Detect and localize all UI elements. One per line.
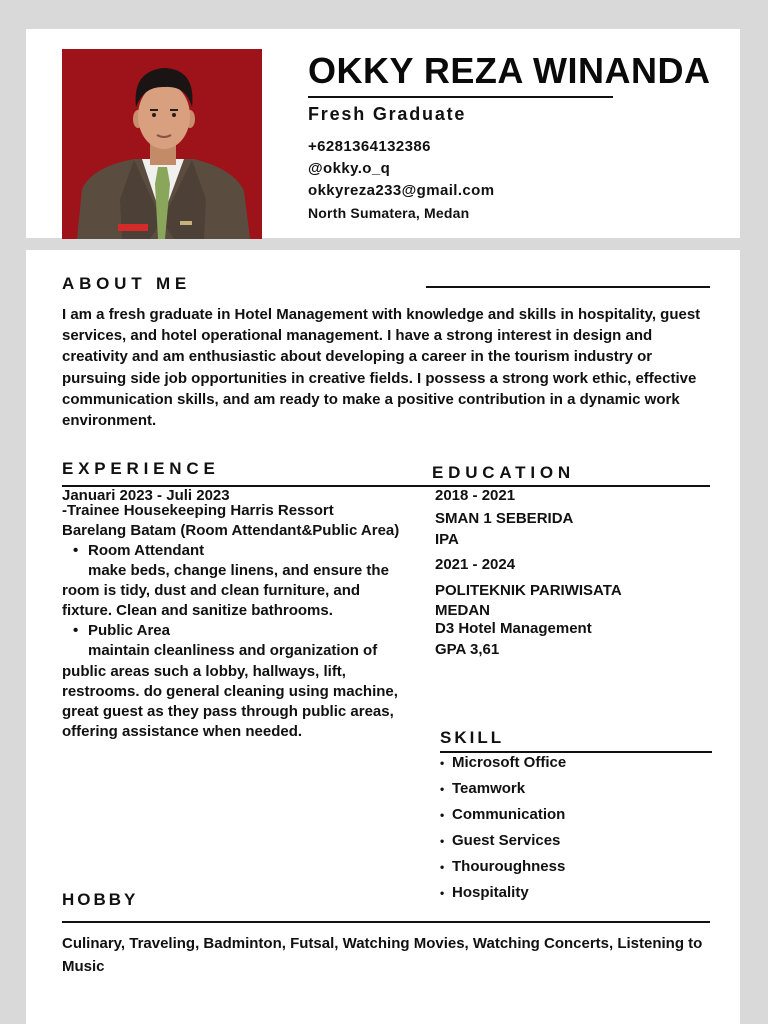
skill-item: • Communication <box>440 802 710 828</box>
experience-duties-list <box>62 541 414 742</box>
experience-heading: EXPERIENCE <box>62 459 220 478</box>
location: North Sumatera, Medan <box>308 205 470 221</box>
education-period: 2021 - 2024 <box>435 556 516 573</box>
education-school: POLITEKNIK PARIWISATA MEDAN <box>435 582 622 619</box>
skill-list <box>440 750 710 906</box>
name-divider <box>308 96 613 98</box>
skill-item: • Guest Services <box>440 828 710 854</box>
duty-title: • Public Area <box>62 621 414 641</box>
education-heading: EDUCATION <box>432 463 575 482</box>
skill-item: • Hospitality <box>440 880 710 906</box>
education-period: 2018 - 2021 <box>435 487 516 504</box>
experience-company: Barelang Batam (Room Attendant&Public Area) <box>62 522 400 539</box>
instagram-handle: @okky.o_q <box>308 160 391 177</box>
candidate-name: OKKY REZA WINANDA <box>308 50 711 91</box>
education-gpa: GPA 3,61 <box>435 641 500 658</box>
experience-period: Januari 2023 - Juli 2023 <box>62 487 230 504</box>
about-paragraph: I am a fresh graduate in Hotel Management with knowledge and skills in hospitality, guest services, and hotel operational management. I have a strong interest in design and creativity and am enthusiastic about developing a career in the tourism industry or pursuing side job opportunities in creative fields. I possess a strong work ethic, effective communication skills, and am ready to make a positive contribution in a dynamic work environment. <box>62 306 701 430</box>
person-portrait-icon <box>62 49 262 239</box>
duty-description: maintain cleanliness and organization of public areas such a lobby, hallways, lift, restrooms. do general cleaning using machine, great guest as they pass through public areas, offering assistance when needed. <box>62 642 398 740</box>
duty-title: • Room Attendant <box>62 541 414 561</box>
skill-item: • Teamwork <box>440 776 710 802</box>
skill-item: • Thouroughness <box>440 854 710 880</box>
skill-heading: SKILL <box>440 728 505 747</box>
experience-position: -Trainee Housekeeping Harris Ressort <box>62 502 334 519</box>
hobby-heading: HOBBY <box>62 890 139 909</box>
education-school: SMAN 1 SEBERIDA <box>435 510 574 527</box>
duty-description: make beds, change linens, and ensure the room is tidy, dust and clean furniture, and fixture. Clean and sanitize bathrooms. <box>62 562 389 620</box>
about-heading: ABOUT ME <box>62 274 192 293</box>
about-divider <box>426 286 710 288</box>
job-title: Fresh Graduate <box>308 104 467 124</box>
skill-item: • Microsoft Office <box>440 750 710 776</box>
email-address: okkyreza233@gmail.com <box>308 182 495 199</box>
profile-photo <box>62 49 262 239</box>
phone-number: +6281364132386 <box>308 138 431 155</box>
education-major: D3 Hotel Management <box>435 620 592 637</box>
hobby-text: Culinary, Traveling, Badminton, Futsal, Watching Movies, Watching Concerts, Listening to Music <box>62 935 703 975</box>
hobby-divider <box>62 921 710 923</box>
education-major: IPA <box>435 531 459 548</box>
